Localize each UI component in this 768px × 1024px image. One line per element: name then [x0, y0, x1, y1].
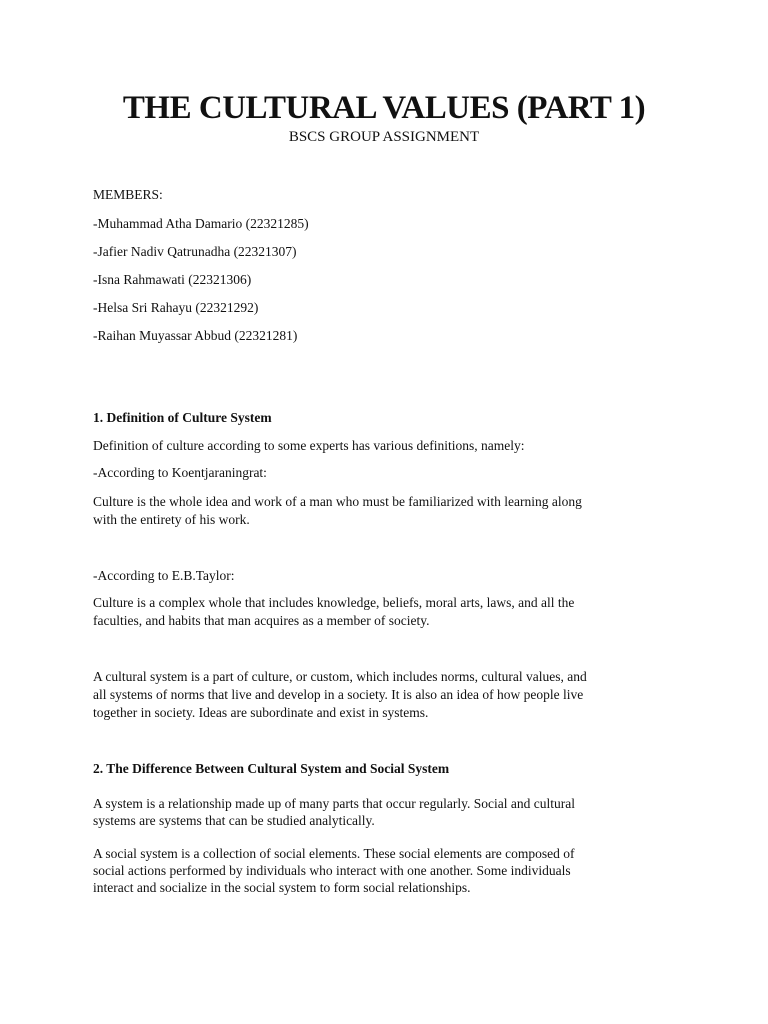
paragraph-line: A system is a relationship made up of many parts that occur regularly. Social and cultural	[93, 796, 575, 811]
koentjaraningrat-label: -According to Koentjaraningrat:	[93, 465, 267, 480]
social-system-paragraph	[93, 845, 683, 896]
document-subtitle: BSCS GROUP ASSIGNMENT	[288, 129, 480, 145]
koentjaraningrat-definition	[93, 493, 683, 529]
paragraph-line: A cultural system is a part of culture, or custom, which includes norms, cultural values, and	[93, 669, 587, 684]
paragraph-line: Culture is a complex whole that includes knowledge, beliefs, moral arts, laws, and all the	[93, 595, 575, 610]
member-item: -Raihan Muyassar Abbud (22321281)	[93, 328, 298, 343]
members-label: MEMBERS:	[93, 187, 163, 202]
taylor-definition	[93, 594, 683, 630]
document-title: THE CULTURAL VALUES (PART 1)	[122, 90, 646, 126]
taylor-label: -According to E.B.Taylor:	[93, 568, 235, 583]
member-item: -Isna Rahmawati (22321306)	[93, 272, 252, 287]
member-item: -Jafier Nadiv Qatrunadha (22321307)	[93, 244, 297, 259]
paragraph-line: together in society. Ideas are subordinate and exist in systems.	[93, 705, 429, 720]
paragraph-line: all systems of norms that live and develop in a society. It is also an idea of how people live	[93, 687, 584, 702]
member-item: -Helsa Sri Rahayu (22321292)	[93, 300, 259, 315]
member-item: -Muhammad Atha Damario (22321285)	[93, 216, 309, 231]
paragraph-line: interact and socialize in the social system to form social relationships.	[93, 880, 471, 895]
paragraph-line: with the entirety of his work.	[93, 512, 250, 527]
paragraph-line: systems are systems that can be studied analytically.	[93, 813, 375, 828]
section-2-heading: 2. The Difference Between Cultural System and Social System	[93, 761, 450, 776]
paragraph-line: A social system is a collection of social elements. These social elements are composed of	[93, 846, 575, 861]
section-1-heading: 1. Definition of Culture System	[93, 410, 272, 425]
paragraph-line: Culture is the whole idea and work of a man who must be familiarized with learning along	[93, 494, 582, 509]
paragraph-line: faculties, and habits that man acquires as a member of society.	[93, 613, 430, 628]
section-1-intro: Definition of culture according to some experts has various definitions, namely:	[93, 438, 525, 453]
cultural-system-paragraph	[93, 668, 683, 722]
paragraph-line: social actions performed by individuals who interact with one another. Some individuals	[93, 863, 571, 878]
system-paragraph	[93, 795, 683, 829]
